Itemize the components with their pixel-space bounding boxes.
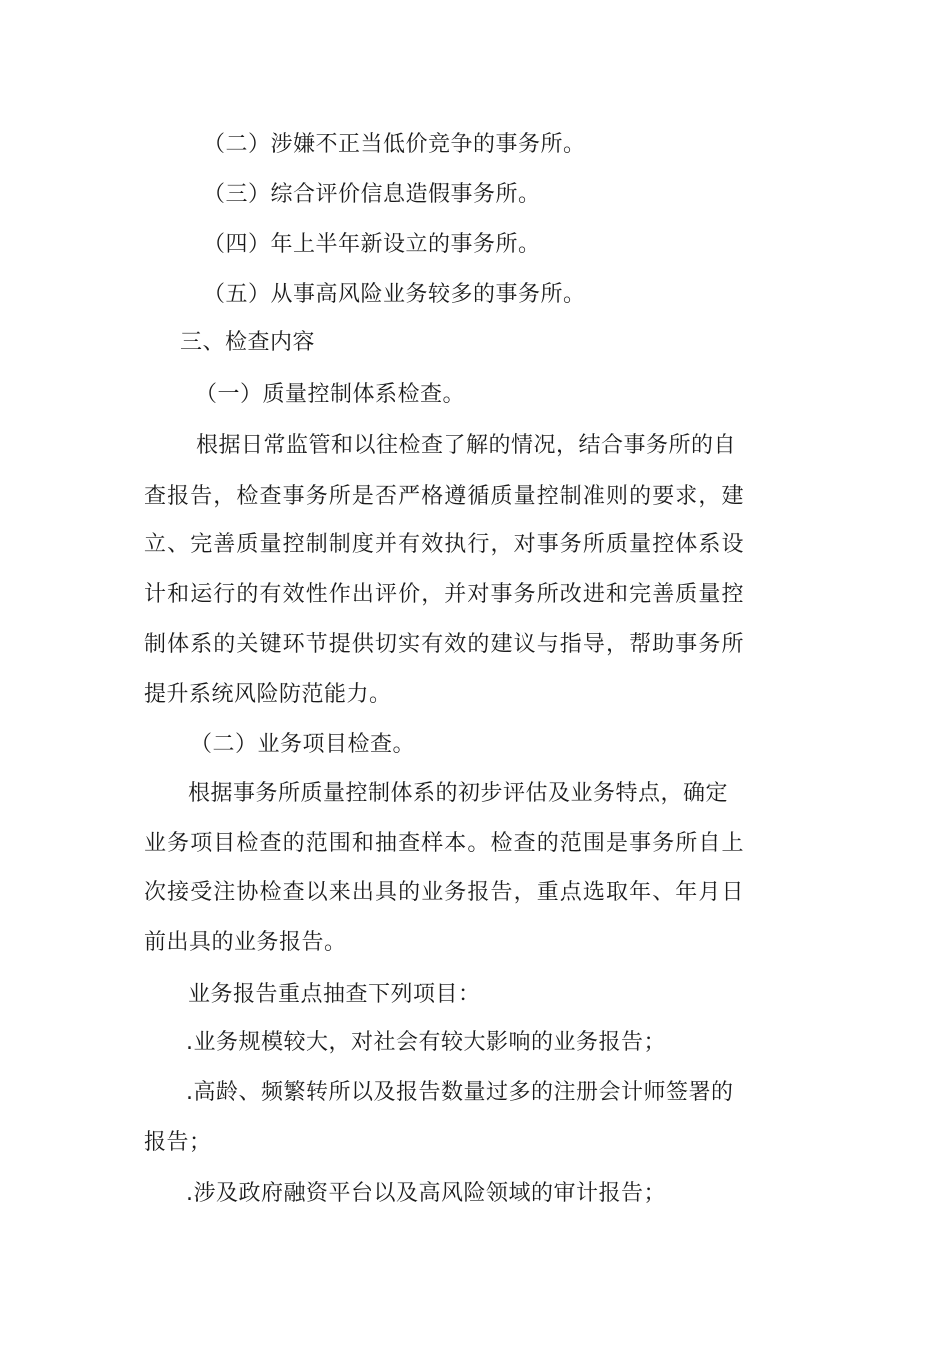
bullet-item-2-line-2: 报告； (144, 1130, 212, 1155)
bullet-item-3: .涉及政府融资平台以及高风险领域的审计报告； (186, 1181, 666, 1206)
paragraph-1-line-5: 制体系的关键环节提供切实有效的建议与指导，帮助事务所 (144, 632, 744, 657)
paragraph-1-line-1: 根据日常监管和以往检查了解的情况，结合事务所的自 (196, 433, 737, 458)
paragraph-1-line-6: 提升系统风险防范能力。 (144, 682, 392, 707)
paragraph-1-line-2: 查报告，检查事务所是否严格遵循质量控制准则的要求，建 (144, 484, 744, 509)
paragraph-2-line-3: 次接受注协检查以来出具的业务报告，重点选取年、年月日 (144, 880, 744, 905)
paragraph-2-line-1: 根据事务所质量控制体系的初步评估及业务特点，确定 (188, 781, 729, 806)
subsection-heading-1: （一）质量控制体系检查。 (195, 382, 466, 407)
paragraph-1-line-3: 立、完善质量控制制度并有效执行，对事务所质量控体系设 (144, 532, 744, 557)
list-item-4: （四）年上半年新设立的事务所。 (203, 232, 541, 257)
paragraph-2-line-4: 前出具的业务报告。 (144, 930, 347, 955)
list-intro: 业务报告重点抽查下列项目： (188, 982, 481, 1007)
bullet-item-1: .业务规模较大，对社会有较大影响的业务报告； (186, 1030, 666, 1055)
list-item-5: （五）从事高风险业务较多的事务所。 (203, 282, 586, 307)
paragraph-2-line-2: 业务项目检查的范围和抽查样本。检查的范围是事务所自上 (144, 831, 744, 856)
section-heading-3: 三、检查内容 (180, 330, 316, 355)
bullet-item-2-line-1: .高龄、频繁转所以及报告数量过多的注册会计师签署的 (186, 1080, 734, 1105)
list-item-2: （二）涉嫌不正当低价竞争的事务所。 (203, 132, 586, 157)
paragraph-1-line-4: 计和运行的有效性作出评价，并对事务所改进和完善质量控 (144, 582, 744, 607)
list-item-3: （三）综合评价信息造假事务所。 (203, 182, 541, 207)
subsection-heading-2: （二）业务项目检查。 (190, 732, 416, 757)
